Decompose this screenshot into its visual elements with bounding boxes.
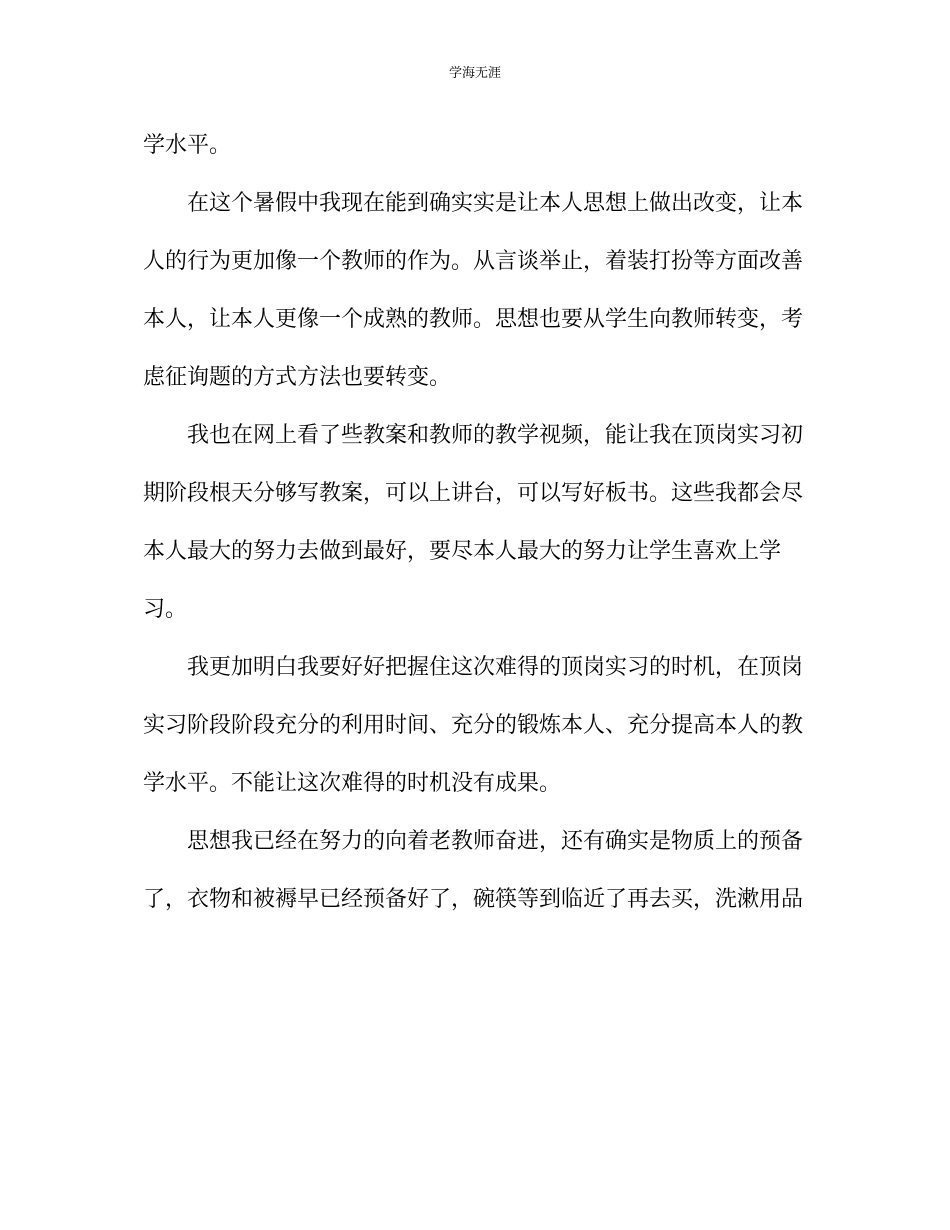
text-line: 本人，让本人更像一个成熟的教师。思想也要从学生向教师转变，考	[143, 307, 804, 332]
text-line: 虑征询题的方式方法也要转变。	[143, 365, 452, 390]
text-line: 人的行为更加像一个教师的作为。从言谈举止，着装打扮等方面改善	[143, 249, 804, 274]
text-line: 本人最大的努力去做到最好，要尽本人最大的努力让学生喜欢上学	[143, 539, 782, 564]
paragraph	[143, 639, 808, 813]
text-line: 在这个暑假中我现在能到确实实是让本人思想上做出改变，让本	[187, 191, 804, 216]
text-line: 期阶段根天分够写教案，可以上讲台，可以写好板书。这些我都会尽	[143, 481, 804, 506]
paragraph	[143, 813, 808, 929]
text-line: 实习阶段阶段充分的利用时间、充分的锻炼本人、充分提高本人的教	[143, 713, 804, 738]
page-header: 学海无涯	[448, 66, 501, 81]
text-line: 思想我已经在努力的向着老教师奋进，还有确实是物质上的预备	[187, 829, 804, 854]
paragraph	[143, 407, 808, 639]
paragraph	[143, 117, 808, 175]
text-line: 学水平。	[143, 133, 232, 158]
document-body	[143, 117, 808, 929]
paragraph	[143, 175, 808, 407]
text-line: 了，衣物和被褥早已经预备好了，碗筷等到临近了再去买，洗漱用品	[143, 887, 804, 912]
text-line: 学水平。不能让这次难得的时机没有成果。	[143, 771, 562, 796]
text-line: 我也在网上看了些教案和教师的教学视频，能让我在顶岗实习初	[187, 423, 804, 448]
text-line: 习。	[143, 597, 188, 622]
text-line: 我更加明白我要好好把握住这次难得的顶岗实习的时机，在顶岗	[187, 655, 804, 680]
